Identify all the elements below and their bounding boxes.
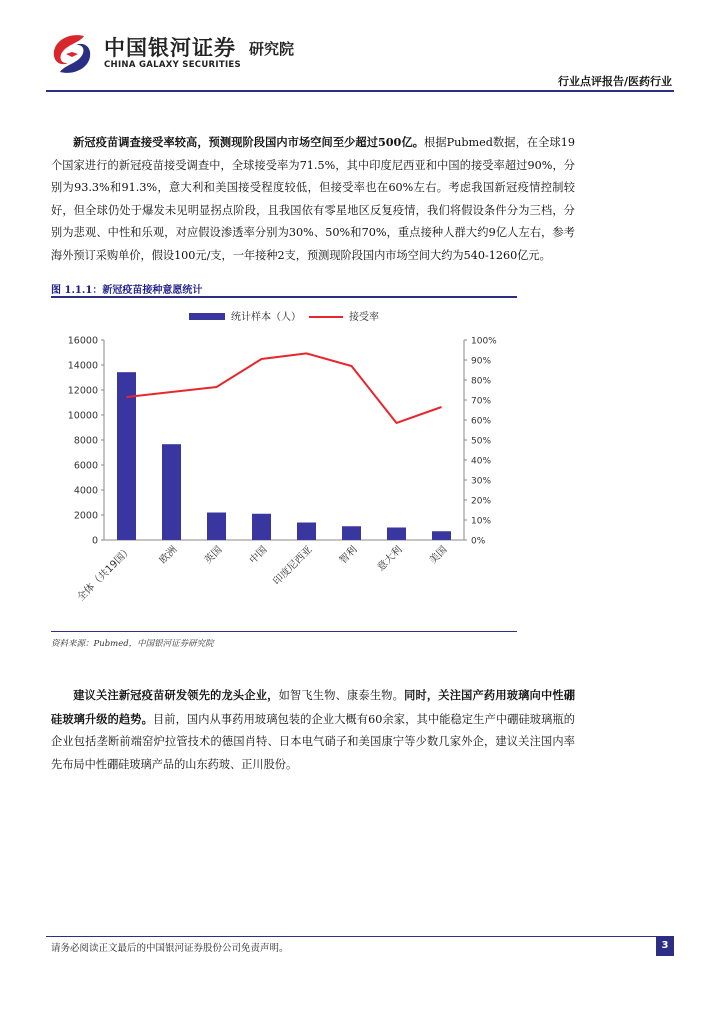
legend-bar-swatch [189, 313, 225, 320]
galaxy-logo-icon [46, 30, 98, 78]
right-tick-label: 20% [471, 496, 492, 507]
left-tick-label: 16000 [67, 335, 98, 347]
paragraph2-lead2: 同时，关注国产药用玻璃向中性硼硅玻璃升级的趋势。 [51, 688, 575, 726]
right-tick-label: 90% [471, 356, 492, 367]
bar-series [117, 372, 451, 540]
bar [207, 513, 226, 541]
left-tick-label: 0 [91, 535, 98, 547]
left-tick-label: 2000 [73, 510, 98, 522]
figure-top-rule [51, 296, 517, 298]
logo-chinese-name: 中国银河证券 [104, 36, 236, 60]
chart-legend [189, 310, 379, 323]
line-series [127, 353, 442, 423]
bar [432, 531, 451, 540]
x-tick-label: 欧洲 [157, 544, 180, 567]
right-tick-label: 0% [471, 536, 486, 547]
header-divider [46, 90, 674, 92]
figure-source: 资料来源：Pubmed，中国银河证券研究院 [51, 639, 214, 649]
right-axis [464, 337, 497, 547]
left-tick-label: 14000 [67, 360, 98, 372]
bar [117, 372, 136, 540]
left-tick-label: 10000 [67, 410, 98, 422]
bar [252, 514, 271, 540]
acceptance-rate-line [127, 353, 442, 423]
footer-divider [46, 936, 674, 937]
right-tick-label: 40% [471, 456, 492, 467]
paragraph1-body: 根据Pubmed数据，在全球19个国家进行的新冠疫苗接受调查中，全球接受率为71.5%，其中印度尼西亚和中国的接受率超过90%，分别为93.3%和91.3%，意大利和美国接受程度较低，但接受率也在60%左右。考虑我国新冠疫情控制较好，但全球仍处于爆发未见明显拐点阶段，且我国依有零星地区反复疫情，我们将假设条件分为三档，分别为悲观、中性和乐观，对应假设渗透率分别为30%、50%和70%，重点接种人群大约9亿人左右，参考海外预订采购单价，假设100元/支，一年接种2支，预测现阶段国内市场空间大约为540-1260亿元。 [51, 136, 575, 262]
bar [342, 526, 361, 540]
x-tick-label: 中国 [247, 544, 270, 567]
paragraph2-mid: 如智飞生物、康泰生物。 [278, 689, 405, 702]
logo-english-name: CHINA GALAXY SECURITIES [104, 60, 241, 70]
x-tick-label: 美国 [427, 544, 450, 567]
figure-bottom-rule [51, 631, 517, 632]
company-logo [46, 30, 316, 80]
left-tick-label: 8000 [73, 435, 98, 447]
right-tick-label: 60% [471, 416, 492, 427]
right-tick-label: 50% [471, 436, 492, 447]
x-tick-label: 智利 [337, 544, 360, 567]
legend-bar-label: 统计样本（人） [231, 312, 301, 323]
x-tick-label: 意大利 [375, 544, 405, 574]
left-tick-label: 4000 [73, 485, 98, 497]
logo-institute: 研究院 [249, 40, 295, 58]
paragraph2-lead: 建议关注新冠疫苗研发领先的龙头企业， [73, 688, 279, 702]
x-tick-label: 英国 [202, 544, 225, 567]
bar [297, 523, 316, 541]
paragraph-recommendation [51, 684, 575, 776]
footer-disclaimer: 请务必阅读正文最后的中国银河证券股份公司免责声明。 [51, 943, 289, 954]
x-axis-labels [74, 543, 450, 604]
paragraph1-lead: 新冠疫苗调查接受率较高，预测现阶段国内市场空间至少超过500亿。 [73, 135, 425, 149]
left-tick-label: 12000 [67, 385, 98, 397]
report-category: 行业点评报告/医药行业 [557, 75, 672, 88]
x-tick-label: 印度尼西亚 [271, 544, 315, 588]
right-tick-label: 80% [471, 376, 492, 387]
x-tick-label: 全体（共19国） [75, 544, 135, 604]
page-number: 3 [656, 936, 674, 956]
vaccine-acceptance-chart [51, 300, 517, 630]
paragraph2-body: 目前，国内从事药用玻璃包装的企业大概有60余家，其中能稳定生产中硼硅玻璃瓶的企业包括垄断前端窑炉拉管技术的德国肖特、日本电气硝子和美国康宁等少数几家外企，建议关注国内率先布局中性硼硅玻璃产品的山东药玻、正川股份。 [51, 712, 575, 771]
right-tick-label: 10% [471, 516, 492, 527]
bar [162, 444, 181, 540]
legend-line-label: 接受率 [349, 312, 379, 323]
right-tick-label: 30% [471, 476, 492, 487]
figure-title: 图 1.1.1：新冠疫苗接种意愿统计 [51, 285, 203, 296]
right-tick-label: 70% [471, 396, 492, 407]
paragraph-market-size [51, 131, 575, 268]
bar [387, 528, 406, 541]
right-tick-label: 100% [471, 336, 497, 347]
left-tick-label: 6000 [73, 460, 98, 472]
